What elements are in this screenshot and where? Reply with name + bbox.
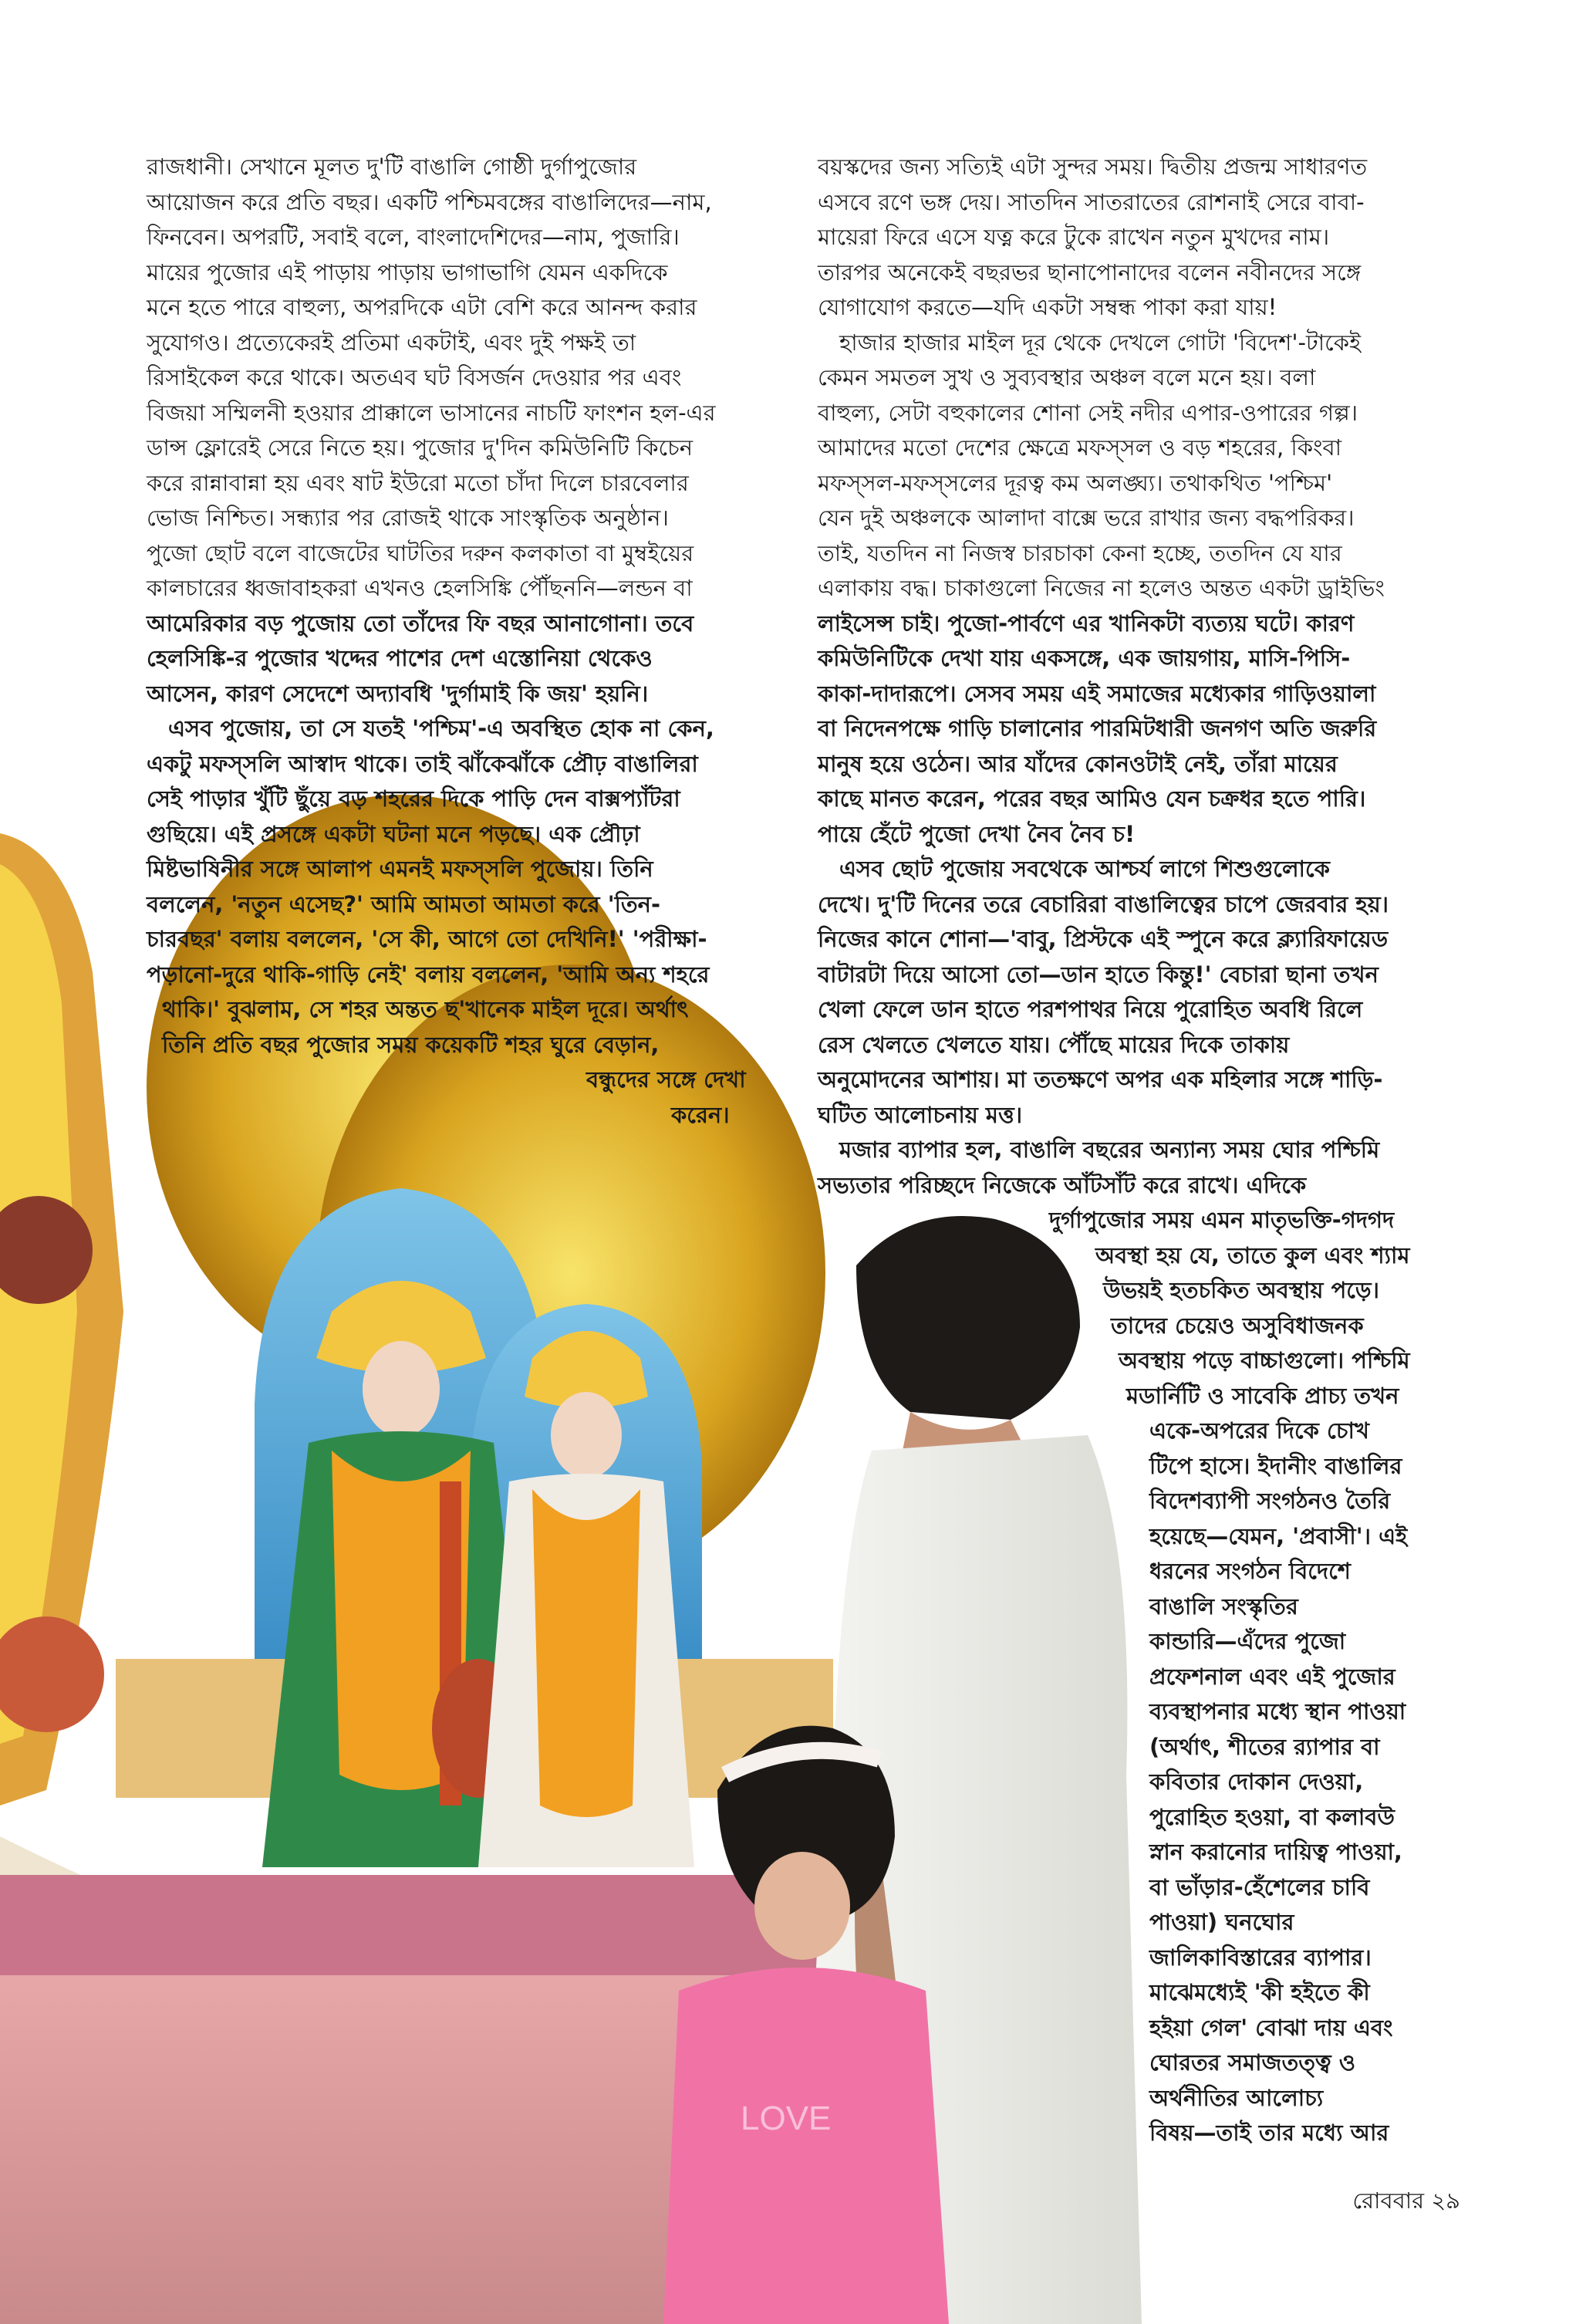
left-line: রিসাইকেল করে থাকে। অতএব ঘট বিসর্জন দেওয়ার পর এবং xyxy=(147,364,682,390)
right-line: প্রফেশনাল এবং এই পুজোর xyxy=(1149,1663,1395,1690)
right-line: কাকা-দাদারূপে। সেসব সময় এই সমাজের মধ্যেকার গাড়িওয়ালা xyxy=(818,680,1376,707)
right-line: হইয়া গেল' বোঝা দায় এবং xyxy=(1149,2014,1393,2041)
right-line: ব্যবস্থাপনার মধ্যে স্থান পাওয়া xyxy=(1149,1698,1406,1724)
right-line: এসব ছোট পুজোয় সবথেকে আশ্চর্য লাগে শিশুগুলোকে xyxy=(839,856,1330,882)
left-line: পুজো ছোট বলে বাজেটের ঘাটতির দরুন কলকাতা বা মুম্বইয়ের xyxy=(147,539,694,566)
right-line: জালিকাবিস্তারের ব্যাপার। xyxy=(1149,1944,1372,1971)
left-line: ভোজ নিশ্চিত। সন্ধ্যার পর রোজই থাকে সাংস্কৃতিক অনুষ্ঠান। xyxy=(147,505,669,531)
right-line: পাওয়া) ঘনঘোর xyxy=(1149,1909,1294,1935)
left-line: ফিনবেন। অপরটি, সবাই বলে, বাংলাদেশিদের—নাম, পুজারি। xyxy=(147,224,680,250)
right-line: দুর্গাপুজোর সময় এমন মাতৃভক্তি-গদগদ xyxy=(1049,1207,1395,1233)
right-line: অনুমোদনের আশায়। মা ততক্ষণে অপর এক মহিলার সঙ্গে শাড়ি- xyxy=(818,1066,1383,1093)
left-line: আয়োজন করে প্রতি বছর। একটি পশ্চিমবঙ্গের বাঙালিদের—নাম, xyxy=(147,188,712,215)
right-line: তাই, যতদিন না নিজস্ব চারচাকা কেনা হচ্ছে, ততদিন যে যার xyxy=(818,539,1342,566)
left-line: হেলসিঙ্কি-র পুজোর খদ্দের পাশের দেশ এস্তোনিয়া থেকেও xyxy=(147,645,653,671)
right-line: স্নান করানোর দায়িত্ব পাওয়া, xyxy=(1149,1839,1402,1865)
left-line: ডান্স ফ্লোরেই সেরে নিতে হয়। পুজোর দু'দিন কমিউনিটি কিচেন xyxy=(147,434,694,461)
right-line: এলাকায় বদ্ধ। চাকাগুলো নিজের না হলেও অন্তত একটা ড্রাইভিং xyxy=(818,575,1385,601)
left-line: থাকি।' বুঝলাম, সে শহর অন্তত ছ'খানেক মাইল দূরে। অর্থাৎ xyxy=(162,996,689,1022)
left-line: একটু মফস্‌সলি আস্বাদ থাকে। তাই ঝাঁকেঝাঁকে প্রৌঢ় বাঙালিরা xyxy=(147,750,698,777)
right-line: তারপর অনেকেই বছরভর ছানাপোনাদের বলেন নবীনদের সঙ্গে xyxy=(818,258,1362,285)
left-line: পড়ানো-দুরে থাকি-গাড়ি নেই' বলায় বললেন, 'আমি অন্য শহরে xyxy=(147,961,710,988)
right-line: (অর্থাৎ, শীতের র‍্যাপার বা xyxy=(1149,1733,1380,1760)
right-line: আমাদের মতো দেশের ক্ষেত্রে মফস্‌সল ও বড় শহরের, কিংবা xyxy=(818,434,1342,461)
left-line: এসব পুজোয়, তা সে যতই 'পশ্চিম'-এ অবস্থিত হোক না কেন, xyxy=(168,715,714,741)
right-line: সভ্যতার পরিচ্ছদে নিজেকে আঁটসাঁট করে রাখে। এদিকে xyxy=(818,1171,1307,1198)
right-line: এসবে রণে ভঙ্গ দেয়। সাতদিন সাতরাতের রোশনাই সেরে বাবা- xyxy=(818,188,1365,215)
left-line: চারবছর' বলায় বললেন, 'সে কী, আগে তো দেখিনি!' 'পরীক্ষা- xyxy=(147,926,707,952)
right-line: বা ভাঁড়ার-হেঁশেলের চাবি xyxy=(1149,1873,1370,1900)
right-line: দেখে। দু'টি দিনের তরে বেচারিরা বাঙালিত্বের চাপে জেরবার হয়। xyxy=(818,890,1389,917)
right-line: পুরোহিত হওয়া, বা কলাবউ xyxy=(1149,1803,1395,1830)
right-line: পায়ে হেঁটে পুজো দেখা নৈব নৈব চ! xyxy=(818,820,1136,847)
left-line: মনে হতে পারে বাহুল্য, অপরদিকে এটা বেশি করে আনন্দ করার xyxy=(147,294,697,320)
right-line: মফস্‌সল-মফস্‌সলের দূরত্ব কম অলঙ্ঘ্য। তথাকথিত 'পশ্চিম' xyxy=(818,469,1333,496)
right-line: লাইসেন্স চাই। পুজো-পার্বণে এর খানিকটা ব্যত্যয় ঘটে। কারণ xyxy=(818,610,1355,637)
right-text-column xyxy=(818,150,1466,2151)
right-line: বাটারটা দিয়ে আসো তো—ডান হাতে কিন্তু!' বেচারা ছানা তখন xyxy=(818,961,1379,988)
left-line: করে রান্নাবান্না হয় এবং ষাট ইউরো মতো চাঁদা দিলে চারবেলার xyxy=(147,469,689,496)
right-line: কান্ডারি—এঁদের পুজো xyxy=(1149,1628,1346,1654)
right-line: মানুষ হয়ে ওঠেন। আর যাঁদের কোনওটাই নেই, তাঁরা মায়ের xyxy=(818,750,1338,777)
left-line: গুছিয়ে। এই প্রসঙ্গে একটা ঘটনা মনে পড়ছে। এক প্রৌঢ়া xyxy=(147,820,640,847)
left-line: সুযোগও। প্রত্যেকেরই প্রতিমা একটাই, এবং দুই পক্ষই তা xyxy=(147,329,636,356)
right-line: অবস্থায় পড়ে বাচ্চাগুলো। পশ্চিমি xyxy=(1119,1347,1410,1373)
left-line: আসেন, কারণ সেদেশে অদ্যাবধি 'দুর্গামাই কি জয়' হয়নি। xyxy=(147,680,649,707)
right-line: বা নিদেনপক্ষে গাড়ি চালানোর পারমিটধারী জনগণ অতি জরুরি xyxy=(818,715,1377,741)
right-line: ঘোরতর সমাজতত্ত্ব ও xyxy=(1149,2049,1356,2076)
right-line: ঘটিত আলোচনায় মত্ত। xyxy=(818,1101,1023,1128)
left-idol-edge xyxy=(0,833,154,1975)
right-line: একে-অপরের দিকে চোখ xyxy=(1149,1417,1369,1444)
right-line: মডার্নিটি ও সাবেকি প্রাচ্য তখন xyxy=(1126,1382,1399,1409)
left-text-column xyxy=(147,150,795,1133)
left-line: সেই পাড়ার খুঁটি ছুঁয়ে বড় শহরের দিকে পাড়ি দেন বাক্সপ্যাঁটরা xyxy=(147,785,680,812)
right-line: কবিতার দোকান দেওয়া, xyxy=(1149,1768,1364,1795)
right-line: বাঙালি সংস্কৃতির xyxy=(1149,1593,1298,1620)
left-line: তিনি প্রতি বছর পুজোর সময় কয়েকটি শহর ঘুরে বেড়ান, xyxy=(162,1031,660,1058)
right-line: বিদেশব্যাপী সংগঠনও তৈরি xyxy=(1149,1488,1391,1514)
right-line: নিজের কানে শোনা—'বাবু, প্রিস্টকে এই স্পুনে করে ক্ল্যারিফায়েড xyxy=(818,926,1389,952)
left-line: বিজয়া সম্মিলনী হওয়ার প্রাক্কালে ভাসানের নাচটি ফাংশন হল-এর xyxy=(147,399,716,426)
right-line: কেমন সমতল সুখ ও সুব্যবস্থার অঞ্চল বলে মনে হয়। বলা xyxy=(818,364,1316,390)
right-line: যেন দুই অঞ্চলকে আলাদা বাক্সে ভরে রাখার জন্য বদ্ধপরিকর। xyxy=(818,505,1355,531)
right-line: খেলা ফেলে ডান হাতে পরশপাথর নিয়ে পুরোহিত অবধি রিলে xyxy=(818,996,1363,1022)
right-line: কমিউনিটিকে দেখা যায় একসঙ্গে, এক জায়গায়, মাসি-পিসি- xyxy=(818,645,1351,671)
svg-text:LOVE: LOVE xyxy=(741,2099,832,2137)
right-line: অর্থনীতির আলোচ্য xyxy=(1149,2084,1324,2111)
right-line: যোগাযোগ করতে—যদি একটা সম্বন্ধ পাকা করা যায়! xyxy=(818,294,1277,320)
left-line: আমেরিকার বড় পুজোয় তো তাঁদের ফি বছর আনাগোনা। তবে xyxy=(147,610,694,637)
right-line: কাছে মানত করেন, পরের বছর আমিও যেন চক্রধর হতে পারি। xyxy=(818,785,1366,812)
left-line: কালচারের ধ্বজাবাহকরা এখনও হেলসিঙ্কি পৌঁছননি—লন্ডন বা xyxy=(147,575,693,601)
right-line: বয়স্কদের জন্য সত্যিই এটা সুন্দর সময়। দ্বিতীয় প্রজন্ম সাধারণত xyxy=(818,154,1368,180)
right-line: রেস খেলতে খেলতে যায়। পৌঁছে মায়ের দিকে তাকায় xyxy=(818,1031,1290,1058)
left-line: মায়ের পুজোর এই পাড়ায় পাড়ায় ভাগাভাগি যেমন একদিকে xyxy=(147,258,668,285)
right-line: উভয়ই হতচকিত অবস্থায় পড়ে। xyxy=(1103,1277,1380,1303)
left-line: করেন। xyxy=(671,1101,730,1128)
right-line: মায়েরা ফিরে এসে যত্ন করে টুকে রাখেন নতুন মুখদের নাম। xyxy=(818,224,1330,250)
left-line: বন্ধুদের সঙ্গে দেখা xyxy=(586,1066,746,1093)
right-line: ধরনের সংগঠন বিদেশে xyxy=(1149,1558,1351,1584)
right-line: মাঝেমধ্যেই 'কী হইতে কী xyxy=(1149,1979,1370,2005)
right-line: হয়েছে—যেমন, 'প্রবাসী'। এই xyxy=(1149,1522,1408,1549)
right-line: টিপে হাসে। ইদানীং বাঙালির xyxy=(1149,1452,1402,1479)
right-line: তাদের চেয়েও অসুবিধাজনক xyxy=(1111,1312,1364,1339)
left-line: রাজধানী। সেখানে মূলত দু'টি বাঙালি গোষ্ঠী দুর্গাপুজোর xyxy=(147,154,637,180)
right-line: বাহুল্য, সেটা বহুকালের শোনা সেই নদীর এপার-ওপারের গল্প। xyxy=(818,399,1358,426)
right-line: হাজার হাজার মাইল দূর থেকে দেখলে গোটা 'বিদেশ'-টাকেই xyxy=(839,329,1362,356)
right-line: অবস্থা হয় যে, তাতে কুল এবং শ্যাম xyxy=(1095,1241,1410,1268)
left-line: বললেন, 'নতুন এসেছ?' আমি আমতা আমতা করে 'তিন- xyxy=(147,890,661,917)
page-folio: রোববার ২৯ xyxy=(1352,2187,1460,2214)
left-line: মিষ্টভাষিনীর সঙ্গে আলাপ এমনই মফস্‌সলি পুজোয়। তিনি xyxy=(147,856,653,882)
right-line: বিষয়—তাই তার মধ্যে আর xyxy=(1149,2120,1389,2146)
right-line: মজার ব্যাপার হল, বাঙালি বছরের অন্যান্য সময় ঘোর পশ্চিমি xyxy=(839,1137,1380,1163)
